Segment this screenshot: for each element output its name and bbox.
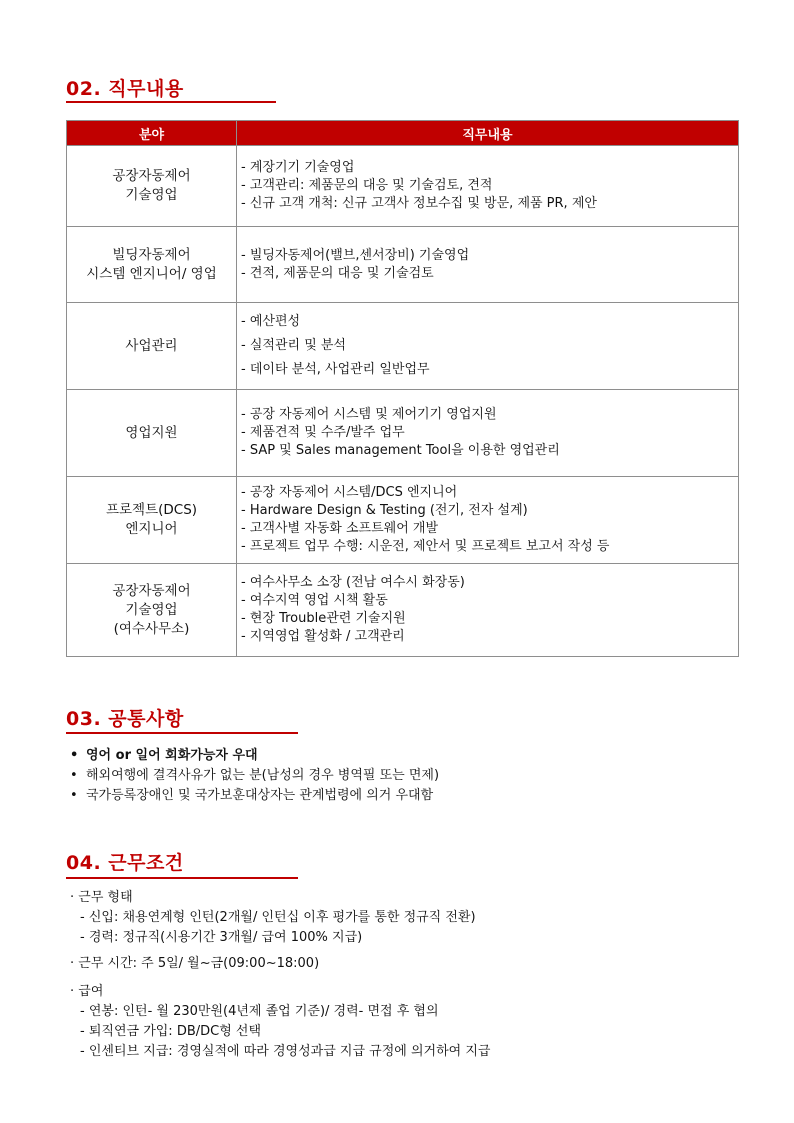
header-field: 분야: [67, 121, 237, 146]
table-row: [67, 146, 739, 227]
tasks-cell: [237, 564, 739, 657]
field-cell: [67, 146, 237, 227]
task-item: - 신규 고객 개척: 신규 고객사 정보수집 및 방문, 제품 PR, 제안: [241, 196, 597, 211]
section-title-duties: 02. 직무내용: [66, 78, 184, 100]
section-title-common: 03. 공통사항: [66, 708, 184, 730]
task-item: - Hardware Design & Testing (전기, 전자 설계): [241, 503, 528, 518]
task-item: - 고객사별 자동화 소프트웨어 개발: [241, 521, 439, 536]
list-item: [70, 786, 439, 806]
tasks-cell: [237, 227, 739, 303]
table-row: [67, 390, 739, 477]
note-text: 해외여행에 결격사유가 없는 분(남성의 경우 병역필 또는 면제): [86, 768, 440, 783]
field-line: 빌딩자동제어: [112, 246, 191, 263]
task-item: - 고객관리: 제품문의 대응 및 기술검토, 견적: [241, 178, 493, 193]
field-line: 시스템 엔지니어/ 영업: [86, 265, 217, 282]
work-hours-block: [70, 954, 319, 974]
field-cell: [67, 227, 237, 303]
tasks-cell: [237, 146, 739, 227]
task-item: - 빌딩자동제어(밸브,센서장비) 기술영업: [241, 247, 470, 263]
task-item: - 공장 자동제어 시스템 및 제어기기 영업지원: [241, 407, 497, 422]
field-cell: [67, 390, 237, 477]
field-cell: [67, 477, 237, 564]
list-item: [70, 766, 439, 786]
task-item: - 계장기기 기술영업: [241, 160, 355, 175]
field-line: 공장자동제어: [112, 168, 191, 184]
header-tasks: 직무내용: [237, 121, 739, 146]
task-item: - 데이타 분석, 사업관리 일반업무: [241, 362, 430, 377]
task-item: - 지역영업 활성화 / 고객관리: [241, 629, 405, 644]
salary-item: - 인센티브 지급: 경영실적에 따라 경영성과급 지급 규정에 의거하여 지급: [80, 1044, 491, 1059]
task-item: - 견적, 제품문의 대응 및 기술검토: [241, 265, 434, 281]
task-item: - 현장 Trouble관련 기술지원: [241, 611, 406, 626]
field-line: 프로젝트(DCS): [105, 502, 198, 518]
table-row: [67, 477, 739, 564]
work-type-block: [70, 888, 476, 948]
duty-table-header-row: [67, 121, 739, 146]
field-cell: [67, 564, 237, 657]
list-item: [70, 746, 439, 766]
bullet-icon: •: [70, 768, 78, 783]
section-underline-conditions: [66, 877, 298, 879]
field-line: 엔지니어: [125, 521, 178, 537]
table-row: [67, 227, 739, 303]
section-underline-duties: [66, 101, 276, 103]
table-row: [67, 564, 739, 657]
field-line: (여수사무소): [113, 620, 190, 637]
bullet-icon: •: [70, 788, 78, 803]
task-item: - 실적관리 및 분석: [241, 338, 346, 353]
salary-item: - 퇴직연금 가입: DB/DC형 선택: [80, 1024, 262, 1039]
tasks-cell: [237, 303, 739, 390]
note-text: 영어 or 일어 회화가능자 우대: [86, 748, 258, 763]
duty-table: [66, 120, 739, 657]
field-cell: [67, 303, 237, 390]
task-item: - 공장 자동제어 시스템/DCS 엔지니어: [241, 485, 458, 500]
task-item: - 프로젝트 업무 수행: 시운전, 제안서 및 프로젝트 보고서 작성 등: [241, 539, 610, 554]
work-type-item: - 경력: 정규직(시용기간 3개월/ 급여 100% 지급): [80, 930, 363, 945]
task-item: - 예산편성: [241, 314, 301, 329]
tasks-cell: [237, 477, 739, 564]
tasks-cell: [237, 390, 739, 477]
note-text: 국가등록장애인 및 국가보훈대상자는 관계법령에 의거 우대함: [86, 788, 434, 803]
section-title-conditions: 04. 근무조건: [66, 852, 184, 874]
table-row: [67, 303, 739, 390]
work-hours-title: · 근무 시간: 주 5일/ 월~금(09:00~18:00): [70, 956, 320, 971]
field-line: 기술영업: [125, 187, 178, 203]
work-type-item: - 신입: 채용연계형 인턴(2개월/ 인턴십 이후 평가를 통한 정규직 전환): [80, 910, 476, 925]
field-line: 공장자동제어: [112, 582, 191, 599]
task-item: - SAP 및 Sales management Tool을 이용한 영업관리: [241, 443, 560, 458]
task-item: - 여수사무소 소장 (전남 여수시 화장동): [241, 575, 465, 590]
common-notes-list: [70, 746, 439, 806]
field-line: 사업관리: [125, 337, 178, 354]
field-line: 영업지원: [125, 424, 178, 441]
salary-block: [70, 982, 490, 1062]
salary-item: - 연봉: 인턴- 월 230만원(4년제 졸업 기준)/ 경력- 면접 후 협의: [80, 1004, 439, 1019]
work-type-title: · 근무 형태: [70, 890, 133, 905]
bullet-icon: •: [70, 748, 79, 763]
field-line: 기술영업: [125, 601, 178, 618]
section-underline-common: [66, 732, 298, 734]
salary-title: · 급여: [70, 984, 104, 999]
task-item: - 여수지역 영업 시책 활동: [241, 593, 388, 608]
task-item: - 제품견적 및 수주/발주 업무: [241, 425, 405, 440]
